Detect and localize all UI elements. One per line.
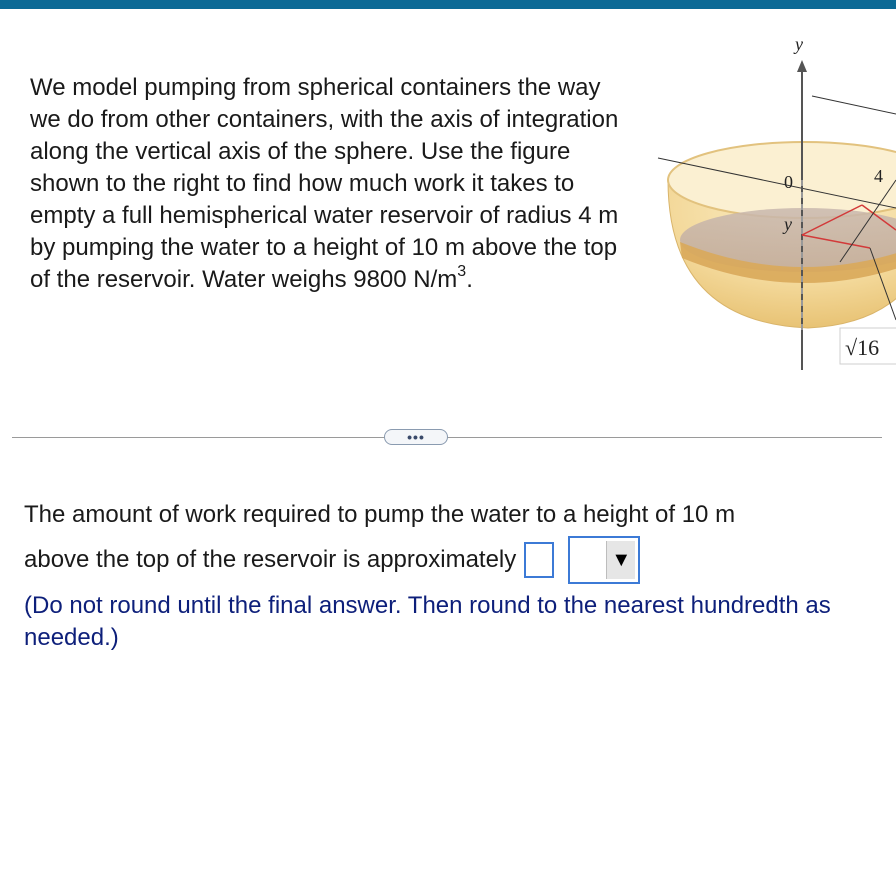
hemisphere-figure [640, 30, 896, 380]
radius-label: 4 [874, 166, 883, 186]
answer-line-2 [24, 536, 884, 584]
ref-line-top [812, 96, 896, 114]
problem-period: . [466, 266, 473, 293]
exponent: 3 [457, 263, 467, 280]
axis-y-label: y [795, 34, 803, 54]
problem-text: We model pumping from spherical containers the way we do from other containers, with the axis of integration along the vertical axis of the sphere. Use the figure shown to the right to find how much work it takes to empty a full hemispherical water reservoir of radius 4 m by pumping the water to a height of 10 m above the top of the reservoir. Water weighs 9800 N/m [30, 74, 619, 293]
answer-section [24, 494, 884, 654]
more-button[interactable]: ••• [384, 429, 448, 445]
y-axis-arrow [797, 60, 807, 72]
top-bar [0, 0, 896, 9]
answer-line-2-text: above the top of the reservoir is approximately [24, 546, 517, 573]
work-value-input[interactable] [524, 542, 554, 578]
problem-statement [30, 72, 630, 296]
origin-label: 0 [784, 172, 793, 192]
sqrt-label: √16 [845, 335, 880, 360]
depth-y-label: y [784, 214, 792, 234]
answer-line-1: The amount of work required to pump the water to a height of 10 m [24, 501, 736, 528]
rounding-note: (Do not round until the final answer. Then round to the nearest hundredth as needed.) [24, 592, 831, 651]
dropdown-arrow-icon: ▼ [606, 541, 635, 579]
hemisphere-diagram [640, 30, 896, 380]
unit-dropdown[interactable] [568, 536, 640, 584]
